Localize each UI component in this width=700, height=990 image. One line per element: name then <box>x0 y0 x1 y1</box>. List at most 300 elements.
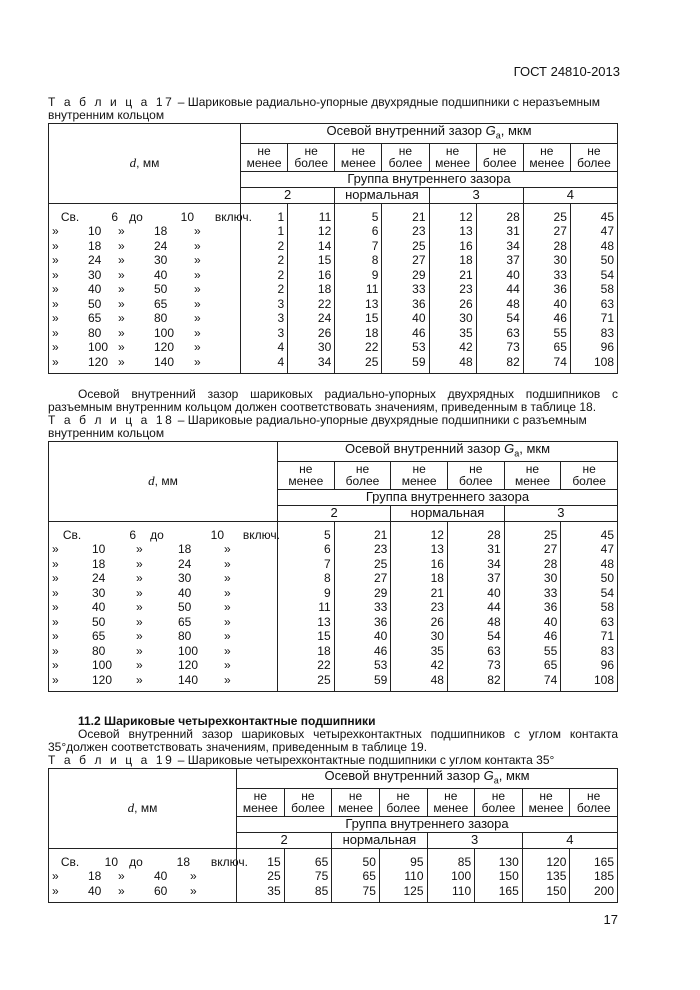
table-17-label: Т а б л и ц а 17 <box>48 95 175 109</box>
table-cell-value: 28 <box>543 556 558 571</box>
table-cell-value: 165 <box>593 854 614 869</box>
table-cell-value: 74 <box>543 672 558 687</box>
table-cell-value: 4 <box>277 340 285 355</box>
table-cell-value: 13 <box>459 224 473 239</box>
table-cell-value: 36 <box>543 600 558 615</box>
table-cell-value: 45 <box>600 527 614 542</box>
table-cell-value: 25 <box>365 354 379 369</box>
d-range-part: 100 <box>154 325 175 340</box>
table-cell-value: 15 <box>317 253 332 268</box>
table-cell-value: 34 <box>317 354 332 369</box>
group-3: 3 <box>429 187 523 203</box>
table-cell-value: 44 <box>487 600 501 615</box>
group-normal: нормальная <box>391 505 504 521</box>
d-range-part: 65 <box>178 614 192 629</box>
table-cell-value: 16 <box>317 267 332 282</box>
d-range-part: 120 <box>92 672 113 687</box>
table-cell-value: 45 <box>600 209 614 224</box>
d-range-part: 30 <box>178 571 192 586</box>
max-header: не более <box>447 461 504 489</box>
table-cell-value: 50 <box>600 571 614 586</box>
d-range-part: » <box>52 224 59 239</box>
table-cell-value: 110 <box>404 869 424 884</box>
d-range-part: » <box>224 571 231 586</box>
table-18-body <box>49 521 618 692</box>
group-header: Группа внутреннего зазора <box>237 816 618 832</box>
value-column <box>382 203 429 374</box>
table-cell-value: 28 <box>487 527 501 542</box>
table-cell-value: 2 <box>277 267 285 282</box>
d-range-part: » <box>52 354 59 369</box>
table-cell-value: 7 <box>323 556 331 571</box>
table-cell-value: 3 <box>277 325 285 340</box>
paragraph-2: Осевой внутренний зазор шариковых четырехконтактных подшипников с углом контакта 35°должен соответствовать значениям, приведенным в таблице 19. <box>48 727 618 754</box>
min-header: не менее <box>241 143 288 171</box>
value-column <box>475 848 523 903</box>
group-header: Группа внутреннего зазора <box>278 489 618 505</box>
table-cell-value: 120 <box>546 854 567 869</box>
table-17-caption <box>48 96 618 122</box>
table-cell-value: 11 <box>318 209 332 224</box>
table-cell-value: 35 <box>267 883 281 898</box>
table-cell-value: 150 <box>498 869 519 884</box>
d-range-part: 40 <box>154 869 168 884</box>
value-column <box>523 203 570 374</box>
d-range-part: » <box>52 600 59 615</box>
d-range-part: 50 <box>88 296 102 311</box>
table-19-caption <box>48 754 618 767</box>
table-cell-value: 47 <box>600 542 614 557</box>
table-cell-value: 63 <box>506 325 520 340</box>
table-cell-value: 30 <box>543 571 558 586</box>
value-column <box>427 848 475 903</box>
table-cell-value: 40 <box>487 585 501 600</box>
table-cell-value: 30 <box>430 629 444 644</box>
d-range-part: » <box>52 869 59 884</box>
d-range-part: » <box>52 238 59 253</box>
d-range-part: » <box>136 542 143 557</box>
d-range-part: » <box>136 643 143 658</box>
table-18-label: Т а б л и ц а 18 <box>48 413 175 427</box>
value-column <box>570 848 618 903</box>
table-cell-value: 25 <box>267 869 281 884</box>
table-cell-value: 16 <box>459 238 473 253</box>
table-cell-value: 47 <box>600 224 614 239</box>
table-cell-value: 58 <box>600 600 614 615</box>
table-cell-value: 100 <box>451 869 472 884</box>
d-range-part: Св. <box>62 527 82 542</box>
d-range-part: » <box>52 282 59 297</box>
d-range-part: » <box>118 282 125 297</box>
d-range-part: 18 <box>178 542 192 557</box>
table-cell-value: 55 <box>543 643 558 658</box>
table-cell-value: 31 <box>506 224 520 239</box>
table-cell-value: 31 <box>487 542 501 557</box>
min-header: не менее <box>391 461 448 489</box>
table-cell-value: 28 <box>506 209 520 224</box>
d-range-part: » <box>52 253 59 268</box>
value-column <box>379 848 427 903</box>
table-cell-value: 12 <box>430 527 444 542</box>
table-cell-value: 34 <box>506 238 520 253</box>
table-cell-value: 1 <box>277 224 285 239</box>
d-range-part: 50 <box>154 282 168 297</box>
table-cell-value: 75 <box>314 869 329 884</box>
d-range-part: до <box>129 854 143 869</box>
table-cell-value: 40 <box>412 311 426 326</box>
d-range-part: » <box>118 238 125 253</box>
d-range-part: включ. <box>214 209 252 224</box>
table-cell-value: 15 <box>365 311 379 326</box>
min-header: не менее <box>504 461 561 489</box>
max-header: не более <box>476 143 523 171</box>
table-cell-value: 29 <box>373 585 388 600</box>
min-header: не менее <box>332 788 380 816</box>
table-cell-value: 4 <box>277 354 285 369</box>
group-normal: нормальная <box>332 832 427 848</box>
value-column <box>447 521 504 692</box>
group-normal: нормальная <box>335 187 429 203</box>
table-cell-value: 22 <box>317 658 331 673</box>
table-17-caption-text: – Шариковые радиально-упорные двухрядные подшипники с неразъемным внутренним кольцом <box>48 95 601 122</box>
table-cell-value: 11 <box>365 282 379 297</box>
max-header: не более <box>382 143 429 171</box>
table-cell-value: 73 <box>506 340 520 355</box>
group-2: 2 <box>278 505 391 521</box>
table-cell-value: 5 <box>323 527 331 542</box>
d-range-part: » <box>52 585 59 600</box>
table-cell-value: 65 <box>543 658 558 673</box>
value-column <box>284 848 332 903</box>
table-cell-value: 24 <box>317 311 332 326</box>
d-range-part: » <box>52 643 59 658</box>
table-cell-value: 37 <box>487 571 501 586</box>
table-cell-value: 33 <box>553 267 567 282</box>
table-cell-value: 58 <box>600 282 614 297</box>
value-column <box>332 848 380 903</box>
table-19 <box>48 768 618 903</box>
d-range-part: » <box>52 542 59 557</box>
table-cell-value: 23 <box>373 542 388 557</box>
d-range-part: » <box>136 585 143 600</box>
table-cell-value: 30 <box>459 311 473 326</box>
d-unit: , мм <box>136 156 160 171</box>
d-range-part: » <box>52 296 59 311</box>
table-cell-value: 13 <box>430 542 444 557</box>
table-cell-value: 65 <box>314 854 329 869</box>
table-cell-value: 36 <box>412 296 426 311</box>
table-cell-value: 21 <box>459 267 473 282</box>
table-cell-value: 33 <box>373 600 388 615</box>
d-range-part: » <box>52 267 59 282</box>
d-range-part: » <box>118 267 125 282</box>
table-cell-value: 85 <box>457 854 472 869</box>
d-range-part: 40 <box>154 267 168 282</box>
d-range-part: » <box>224 600 231 615</box>
d-range-part: » <box>52 614 59 629</box>
min-header: не менее <box>335 143 382 171</box>
max-header: не более <box>379 788 427 816</box>
d-range-part: 6 <box>129 527 136 542</box>
table-cell-value: 40 <box>553 296 567 311</box>
table-cell-value: 108 <box>593 672 614 687</box>
table-cell-value: 18 <box>430 571 444 586</box>
value-column <box>288 203 335 374</box>
d-range-part: » <box>224 542 231 557</box>
table-cell-value: 18 <box>317 643 331 658</box>
table-18-caption-text: – Шариковые радиально-упорные двухрядные подшипники с разъемным внутренним кольцом <box>48 413 587 440</box>
max-header: не более <box>288 143 335 171</box>
table-cell-value: 53 <box>412 340 426 355</box>
table-cell-value: 22 <box>365 340 379 355</box>
group-3: 3 <box>504 505 617 521</box>
min-header: не менее <box>429 143 476 171</box>
table-17 <box>48 123 618 374</box>
d-range-part: 100 <box>92 658 113 673</box>
table-cell-value: 26 <box>430 614 444 629</box>
table-cell-value: 44 <box>506 282 520 297</box>
table-19-caption-text: – Шариковые четырехконтактные подшипники с углом контакта 35° <box>174 753 555 767</box>
table-cell-value: 27 <box>543 542 558 557</box>
table-cell-value: 26 <box>317 325 332 340</box>
d-range-part: » <box>194 340 201 355</box>
d-range-part: 120 <box>154 340 175 355</box>
table-cell-value: 23 <box>459 282 473 297</box>
d-range-part: 24 <box>154 238 168 253</box>
table-cell-value: 65 <box>362 869 376 884</box>
d-range-part: 10 <box>104 854 118 869</box>
table-cell-value: 16 <box>430 556 444 571</box>
table-cell-value: 108 <box>593 354 614 369</box>
d-range-part: 120 <box>178 658 199 673</box>
table-cell-value: 54 <box>600 267 614 282</box>
max-header: не более <box>334 461 391 489</box>
d-range-part: » <box>118 869 125 884</box>
d-range-part: » <box>194 311 201 326</box>
table-cell-value: 165 <box>498 883 519 898</box>
table-cell-value: 7 <box>371 238 379 253</box>
table-18-caption <box>48 414 618 440</box>
table-cell-value: 27 <box>373 571 388 586</box>
d-ranges <box>49 203 252 374</box>
d-range-part: » <box>118 883 125 898</box>
d-range-part: 65 <box>88 311 102 326</box>
d-range-part: » <box>52 556 59 571</box>
value-column <box>561 521 618 692</box>
table-cell-value: 135 <box>546 869 567 884</box>
d-range-part: » <box>190 883 197 898</box>
d-range-part: » <box>224 658 231 673</box>
table-cell-value: 59 <box>373 672 388 687</box>
table-cell-value: 33 <box>412 282 426 297</box>
d-range-part: » <box>224 672 231 687</box>
table-cell-value: 30 <box>553 253 567 268</box>
value-column <box>476 203 523 374</box>
table-cell-value: 48 <box>487 614 501 629</box>
d-range-part: » <box>194 354 201 369</box>
d-range-part: 10 <box>92 542 106 557</box>
min-header: не менее <box>237 788 285 816</box>
max-header: не более <box>570 143 617 171</box>
d-range-part: 30 <box>92 585 106 600</box>
d-range-part: 65 <box>154 296 168 311</box>
table-cell-value: 8 <box>371 253 379 268</box>
d-range-list <box>52 527 280 688</box>
table-cell-value: 54 <box>600 585 614 600</box>
table-cell-value: 6 <box>371 224 379 239</box>
document-code: ГОСТ 24810-2013 <box>513 64 620 79</box>
d-range-part: » <box>118 325 125 340</box>
d-range-part: включ. <box>210 854 248 869</box>
d-range-part: 30 <box>88 267 102 282</box>
table-cell-value: 2 <box>277 282 285 297</box>
table-cell-value: 83 <box>600 643 614 658</box>
table-cell-value: 36 <box>373 614 388 629</box>
min-header: не менее <box>278 461 335 489</box>
d-range-part: 80 <box>154 311 168 326</box>
d-range-part: » <box>118 296 125 311</box>
d-range-part: 40 <box>92 600 106 615</box>
max-header: не более <box>475 788 523 816</box>
d-range-part: » <box>224 556 231 571</box>
table-cell-value: 63 <box>487 643 501 658</box>
table-cell-value: 12 <box>317 224 332 239</box>
d-range-part: » <box>224 643 231 658</box>
clearance-header: Осевой внутренний зазор $G_a$, мкм <box>237 769 618 789</box>
table-cell-value: 35 <box>430 643 444 658</box>
d-range-part: » <box>194 296 201 311</box>
d-range-part: 80 <box>88 325 102 340</box>
d-range-part: 24 <box>92 571 106 586</box>
d-range-part: 40 <box>88 883 102 898</box>
table-cell-value: 9 <box>371 267 379 282</box>
d-range-part: 40 <box>88 282 102 297</box>
table-cell-value: 3 <box>277 311 285 326</box>
table-cell-value: 27 <box>553 224 567 239</box>
group-2: 2 <box>241 187 335 203</box>
table-cell-value: 48 <box>506 296 520 311</box>
table-cell-value: 6 <box>323 542 331 557</box>
table-cell-value: 73 <box>487 658 501 673</box>
d-range-part: » <box>224 585 231 600</box>
d-range-part: » <box>52 325 59 340</box>
table-cell-value: 150 <box>546 883 567 898</box>
table-19-block <box>48 714 618 903</box>
table-cell-value: 21 <box>412 209 426 224</box>
value-column <box>278 521 335 692</box>
table-cell-value: 46 <box>553 311 567 326</box>
table-cell-value: 125 <box>403 883 424 898</box>
table-cell-value: 22 <box>317 296 332 311</box>
table-18 <box>48 441 618 692</box>
table-cell-value: 3 <box>277 296 285 311</box>
d-range-part: 65 <box>92 629 106 644</box>
d-range-part: » <box>136 672 143 687</box>
table-cell-value: 27 <box>412 253 426 268</box>
table-cell-value: 29 <box>412 267 426 282</box>
table-cell-value: 59 <box>412 354 426 369</box>
table-cell-value: 42 <box>430 658 444 673</box>
table-cell-value: 25 <box>412 238 426 253</box>
d-range-part: 80 <box>92 643 106 658</box>
table-cell-value: 33 <box>543 585 558 600</box>
d-range-part: » <box>194 238 201 253</box>
table-cell-value: 83 <box>600 325 614 340</box>
d-range-part: » <box>118 354 125 369</box>
d-range-part: 24 <box>88 253 102 268</box>
d-range-part: » <box>224 614 231 629</box>
table-cell-value: 14 <box>317 238 332 253</box>
table-cell-value: 34 <box>487 556 501 571</box>
table-cell-value: 54 <box>506 311 520 326</box>
d-range-part: » <box>190 869 197 884</box>
table-cell-value: 37 <box>506 253 520 268</box>
max-header: не более <box>284 788 332 816</box>
page-number: 17 <box>603 912 618 927</box>
table-cell-value: 2 <box>277 238 285 253</box>
d-range-part: » <box>194 253 201 268</box>
d-ranges <box>49 521 278 692</box>
table-cell-value: 130 <box>498 854 519 869</box>
d-range-part: » <box>194 282 201 297</box>
table-cell-value: 75 <box>362 883 376 898</box>
table-cell-value: 36 <box>553 282 567 297</box>
d-range-part: » <box>194 325 201 340</box>
min-header: не менее <box>522 788 570 816</box>
table-cell-value: 185 <box>593 869 614 884</box>
table-cell-value: 42 <box>459 340 473 355</box>
d-range-part: 140 <box>154 354 175 369</box>
table-cell-value: 25 <box>373 556 388 571</box>
max-header: не более <box>570 788 618 816</box>
table-cell-value: 48 <box>600 238 614 253</box>
d-range-part: » <box>52 571 59 586</box>
d-range-part: 10 <box>88 224 102 239</box>
d-range-part: » <box>136 658 143 673</box>
table-cell-value: 65 <box>553 340 567 355</box>
table-cell-value: 13 <box>317 614 331 629</box>
table-cell-value: 96 <box>600 340 614 355</box>
d-range-part: 100 <box>88 340 109 355</box>
d-range-part: 60 <box>154 883 168 898</box>
group-4: 4 <box>523 187 617 203</box>
table-17-body <box>49 203 618 374</box>
table-cell-value: 21 <box>430 585 444 600</box>
d-range-part: 50 <box>92 614 106 629</box>
table-cell-value: 48 <box>600 556 614 571</box>
d-range-part: » <box>194 224 201 239</box>
table-19-label: Т а б л и ц а 19 <box>48 753 175 767</box>
d-range-part: » <box>118 340 125 355</box>
table-17-block <box>48 96 618 374</box>
table-cell-value: 96 <box>600 658 614 673</box>
table-cell-value: 46 <box>412 325 426 340</box>
d-range-part: Св. <box>60 854 80 869</box>
d-range-part: включ. <box>242 527 280 542</box>
d-range-part: 18 <box>176 854 190 869</box>
d-range-part: 100 <box>178 643 199 658</box>
table-cell-value: 200 <box>593 883 614 898</box>
table-cell-value: 63 <box>600 296 614 311</box>
table-cell-value: 23 <box>412 224 426 239</box>
d-range-part: » <box>118 224 125 239</box>
table-cell-value: 8 <box>323 571 331 586</box>
table-19-body <box>49 848 618 903</box>
d-range-part: 10 <box>180 209 194 224</box>
d-range-part: » <box>118 311 125 326</box>
d-range-part: 80 <box>178 629 192 644</box>
table-cell-value: 71 <box>600 629 614 644</box>
